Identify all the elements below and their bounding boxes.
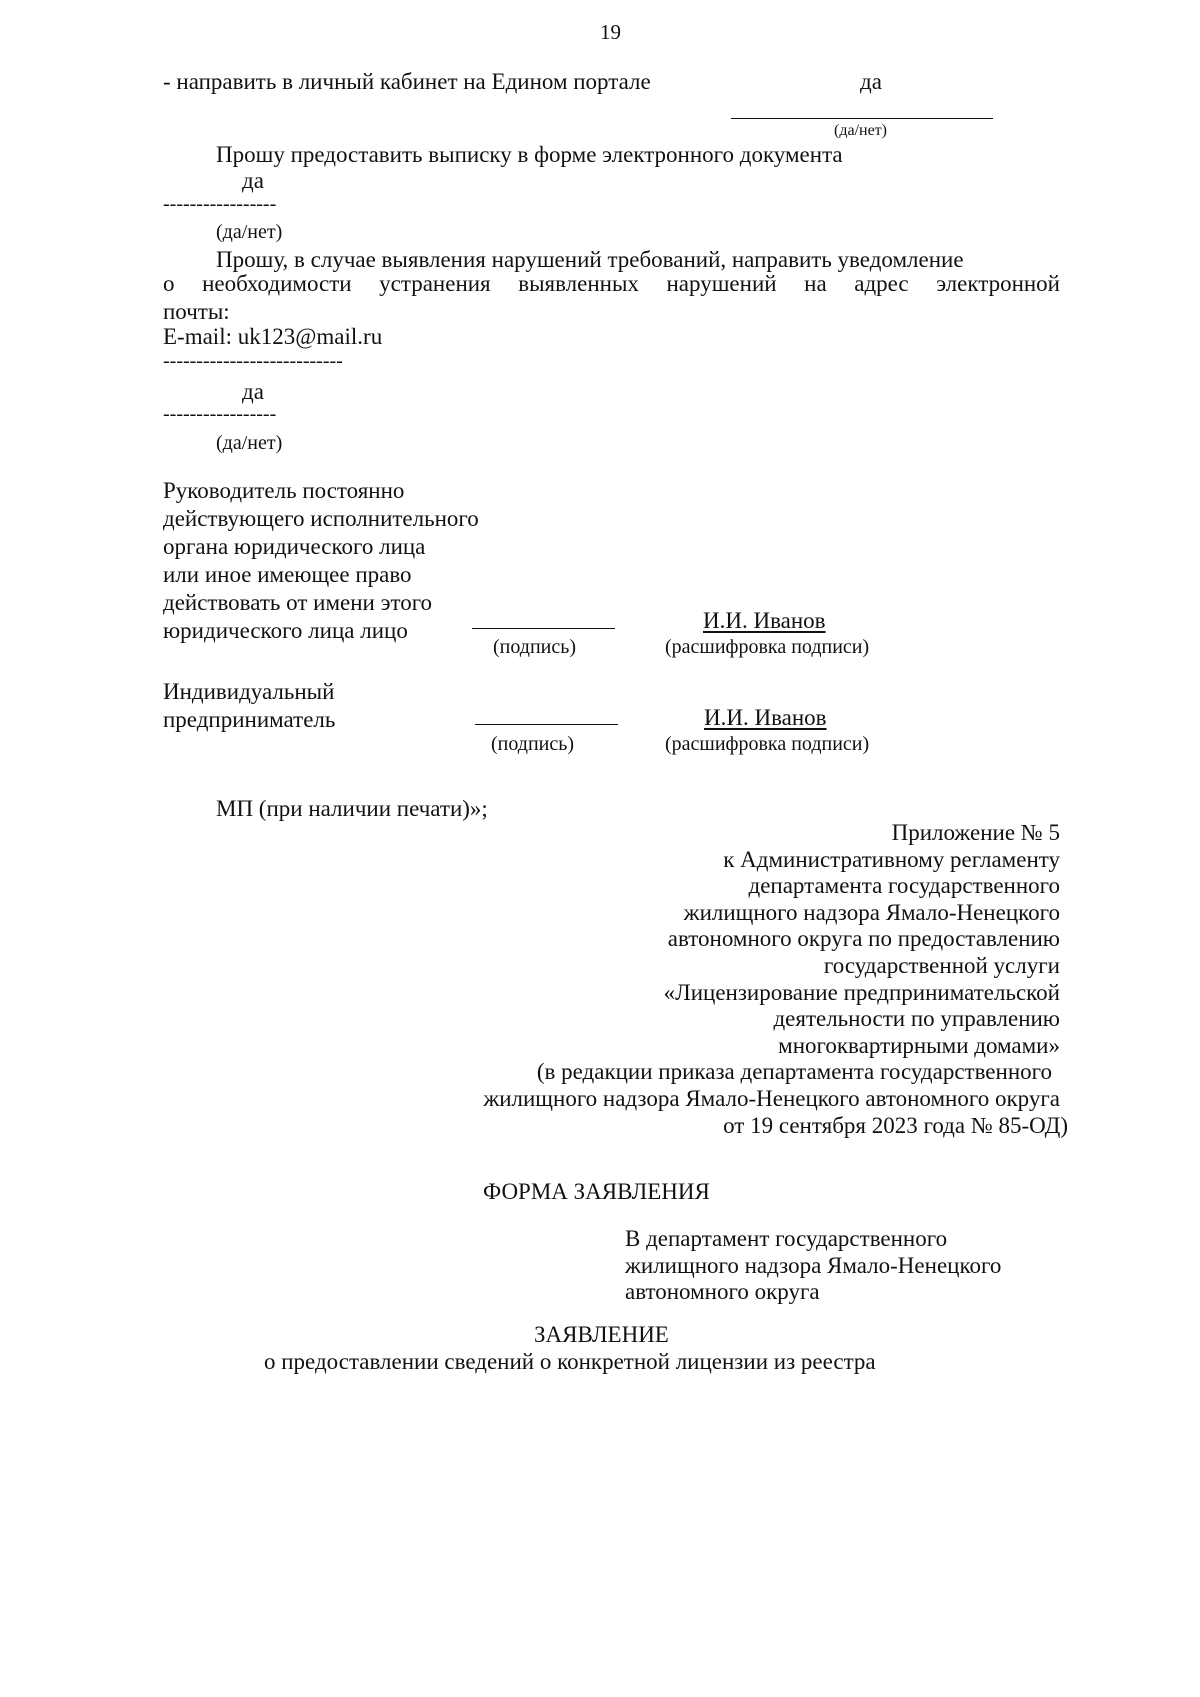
violation-request-line-1: Прошу, в случае выявления нарушений требований, направить уведомление: [216, 247, 964, 272]
head-name-hint: (расшифровка подписи): [665, 636, 870, 658]
extract-request-text: Прошу предоставить выписку в форме электронного документа: [216, 142, 843, 167]
violation-request-answer: да: [242, 379, 264, 404]
entrepreneur-line: предприниматель: [163, 707, 336, 732]
portal-delivery-text: - направить в личный кабинет на Едином портале: [163, 69, 651, 94]
head-signatory-line: действовать от имени этого: [163, 590, 433, 615]
appendix-line: государственной услуги: [823, 952, 1060, 978]
violation-request-line-2-text: о необходимости устранения выявленных нарушений на адрес электронной: [163, 271, 1060, 296]
violation-request-line-2: [163, 270, 1060, 298]
head-signatory-label: [163, 477, 543, 645]
appendix-header: [360, 820, 1068, 1139]
portal-delivery-answer: да: [860, 69, 882, 94]
appendix-line: к Административному регламенту: [723, 846, 1060, 872]
addressee-line: автономного округа: [625, 1279, 820, 1304]
head-signatory-name: И.И. Иванов: [703, 608, 826, 633]
extract-request-answer: да: [242, 168, 264, 193]
statement-title: ЗАЯВЛЕНИЕ: [534, 1322, 669, 1347]
head-signatory-line: органа юридического лица: [163, 534, 426, 559]
portal-answer-hint: (да/нет): [834, 122, 887, 139]
head-signature-hint: (подпись): [493, 636, 577, 658]
appendix-line: Приложение № 5: [891, 820, 1060, 845]
entrepreneur-signature-hint: (подпись): [491, 733, 575, 755]
portal-answer-line: [731, 118, 993, 119]
head-signatory-line: или иное имеющее право: [163, 562, 412, 587]
appendix-line: многоквартирными домами»: [778, 1032, 1060, 1058]
email-address: E-mail: uk123@mail.ru: [163, 324, 383, 349]
appendix-line: «Лицензирование предпринимательской: [663, 979, 1060, 1005]
addressee-line: В департамент государственного: [625, 1226, 948, 1251]
violation-answer-dashes: -----------------: [163, 403, 277, 425]
statement-subtitle: о предоставлении сведений о конкретной лицензии из реестра: [264, 1349, 876, 1374]
appendix-line: автономного округа по предоставлению: [667, 926, 1060, 952]
appendix-line: жилищного надзора Ямало-Ненецкого автономного округа: [483, 1085, 1060, 1111]
head-signatory-line: юридического лица лицо: [163, 618, 408, 643]
extract-answer-hint: (да/нет): [216, 221, 283, 243]
appendix-line: деятельности по управлению: [773, 1006, 1060, 1032]
appendix-line: от 19 сентября 2023 года № 85-ОД): [723, 1112, 1068, 1138]
addressee-line: жилищного надзора Ямало-Ненецкого: [625, 1252, 1002, 1278]
appendix-line: (в редакции приказа департамента государственного: [536, 1059, 1052, 1085]
entrepreneur-name: И.И. Иванов: [704, 705, 827, 730]
entrepreneur-name-hint: (расшифровка подписи): [665, 733, 870, 755]
violation-request-line-3: почты:: [163, 299, 230, 324]
entrepreneur-signature-line: [475, 724, 618, 725]
violation-answer-hint: (да/нет): [216, 432, 283, 454]
addressee-block: [625, 1226, 1085, 1306]
head-signatory-line: действующего исполнительного: [163, 506, 479, 531]
head-signatory-line: Руководитель постоянно: [163, 478, 405, 503]
email-dashes: ---------------------------: [163, 350, 343, 372]
head-signature-line: [472, 628, 615, 629]
stamp-note: МП (при наличии печати)»;: [216, 796, 488, 821]
extract-answer-dashes: -----------------: [163, 193, 277, 215]
entrepreneur-line: Индивидуальный: [163, 679, 335, 704]
form-title: ФОРМА ЗАЯВЛЕНИЯ: [483, 1179, 710, 1204]
page-number: 19: [600, 20, 621, 44]
entrepreneur-label: [163, 678, 463, 734]
appendix-line: департамента государственного: [748, 873, 1060, 899]
appendix-line: жилищного надзора Ямало-Ненецкого: [683, 899, 1060, 925]
